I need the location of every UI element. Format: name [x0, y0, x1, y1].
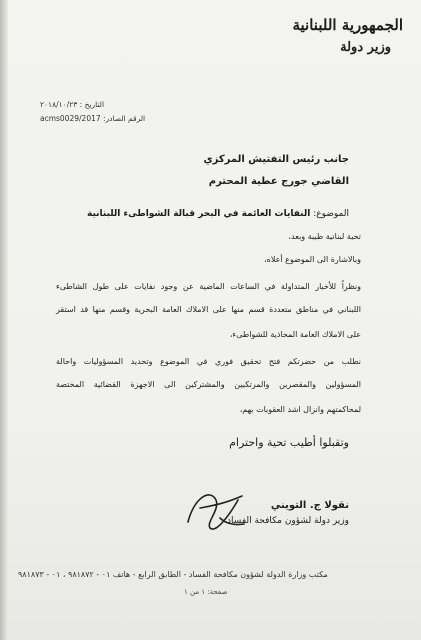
page-number: صفحة: ١ من ١ [184, 588, 228, 596]
subject-label: الموضوع: [313, 209, 349, 219]
addressee-line-1: جانب رئيس التفتيش المركزي [203, 154, 349, 165]
footer-address: مكتب وزارة الدولة لشؤون مكافحة الفساد - الطابق الرابع - هاتف ٠١ - ٩٨١٨٧٢ ، ٠١ - ٩٨١٨٧٣ [18, 570, 328, 579]
letterhead-country: الجمهورية اللبنانية [292, 16, 403, 34]
letterhead-ministry: وزير دولة [340, 40, 391, 55]
letter-date: التاريخ : ٢٠١٨/١٠/٢٣ [40, 100, 105, 109]
addressee-line-2: القاضي جورج عطية المحترم [208, 176, 349, 187]
signatory-name: نقولا ج. التويني [270, 500, 349, 511]
subject-line [87, 209, 349, 219]
reference-line: وبالاشارة الى الموضوع أعلاه، [264, 255, 361, 264]
reference-number: الرقم الصادر: acms0029/2017 [40, 114, 146, 123]
signatory-title: وزير دولة لشؤون مكافحة الفساد [227, 516, 349, 526]
handwritten-signature [180, 478, 250, 538]
paragraph-1-line-1: ونظراً للأخبار المتداولة في الساعات الماضية عن وجود نفايات على طول الشاطىء [56, 282, 361, 291]
paragraph-2-line-2: المسؤولين والمقصرين والمرتكبين والمشتركين الى الاجهزة القضائية المختصة [56, 380, 361, 389]
paragraph-2-line-3: لمحاكمتهم وانزال اشد العقوبات بهم، [239, 405, 361, 414]
subject-text: النفايات العائمة في البحر قبالة الشواطىء اللبنانية [87, 209, 311, 219]
closing-salutation: وتقبلوا أطيب تحية واحترام [229, 436, 349, 449]
paragraph-1-line-2: اللبناني في مناطق متعددة قسم منها على الاملاك العامة البحرية وقسم منها قد استقر [56, 305, 361, 314]
page-edge-shadow [0, 0, 8, 640]
paragraph-1-line-3: على الاملاك العامة المحاذية للشواطىء، [229, 330, 361, 339]
greeting: تحية لبنانية طيبة وبعد، [288, 232, 361, 241]
paragraph-2-line-1: نطلب من حضرتكم فتح تحقيق فوري في الموضوع وتحديد المسؤوليات واحالة [56, 357, 361, 366]
